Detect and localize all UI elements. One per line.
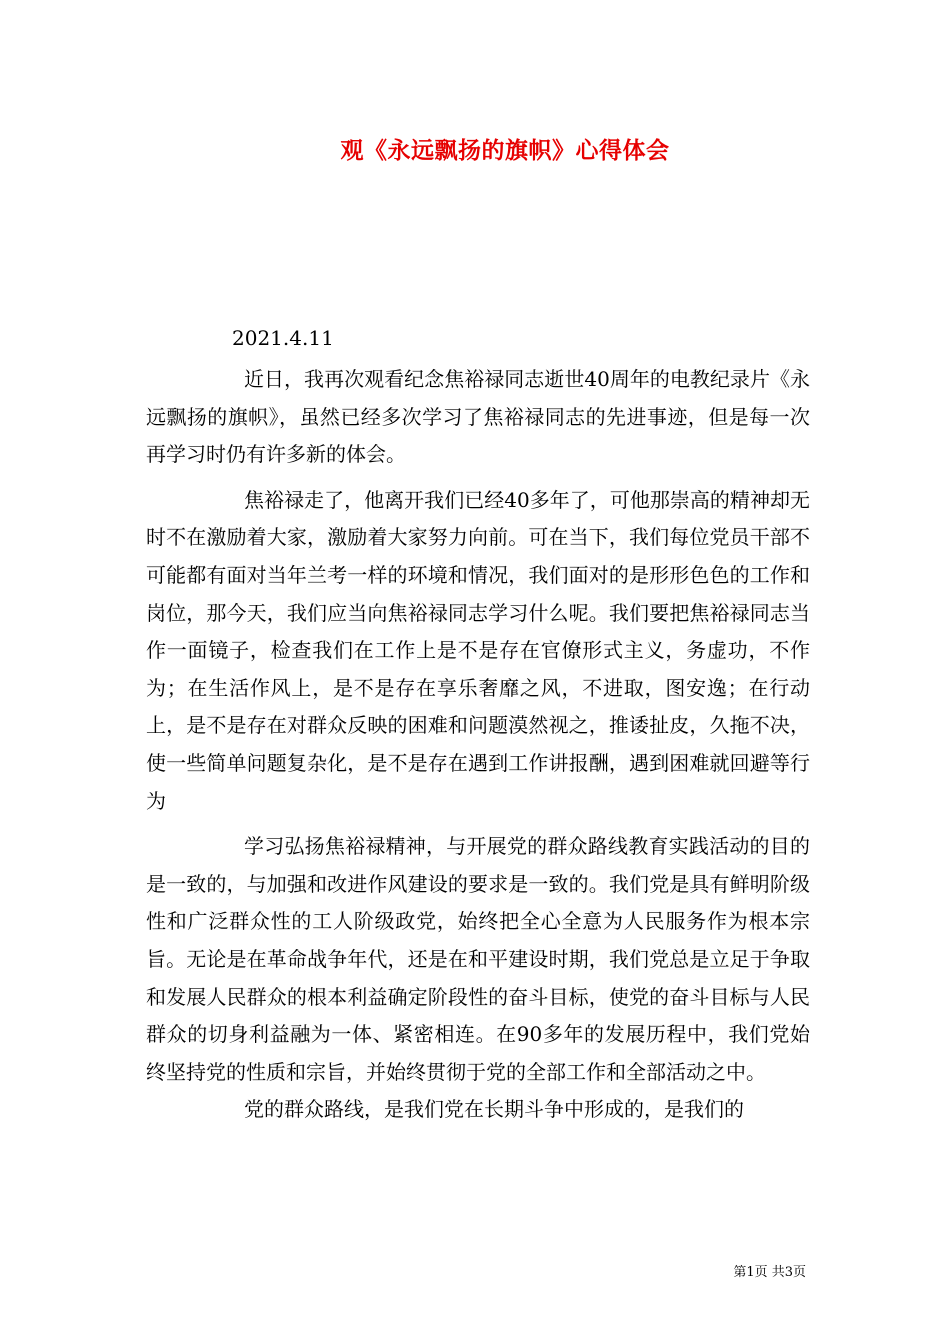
page-footer: 第1页 共3页 bbox=[733, 1265, 806, 1280]
paragraph-4: 党的群众路线，是我们党在长期斗争中形成的，是我们的 bbox=[244, 1097, 744, 1122]
paragraph-3: 学习弘扬焦裕禄精神，与开展党的群众路线教育实践活动的目的是一致的，与加强和改进作风建设的要求是一致的。我们党是具有鲜明阶级性和广泛群众性的工人阶级政党，始终把全心全意为人民服务作为根本宗旨。无论是在革命战争年代，还是在和平建设时期，我们党总是立足于争取和发展人民群众的根本利益确定阶段性的奋斗目标，使党的奋斗目标与人民群众的切身利益融为一体、紧密相连。在90多年的发展历程中，我们党始终坚持党的性质和宗旨，并始终贯彻于党的全部工作和全部活动之中。 bbox=[146, 834, 810, 1084]
document-title: 观《永远飘扬的旗帜》心得体会 bbox=[340, 137, 670, 164]
paragraph-1: 近日，我再次观看纪念焦裕禄同志逝世40周年的电教纪录片《永远飘扬的旗帜》，虽然已经多次学习了焦裕禄同志的先进事迹，但是每一次再学习时仍有许多新的体会。 bbox=[146, 367, 810, 467]
document-body bbox=[146, 361, 810, 1129]
paragraph-2: 焦裕禄走了，他离开我们已经40多年了，可他那崇高的精神却无时不在激励着大家，激励着大家努力向前。可在当下，我们每位党员干部不可能都有面对当年兰考一样的环境和情况，我们面对的是形形色色的工作和岗位，那今天，我们应当向焦裕禄同志学习什么呢。我们要把焦裕禄同志当作一面镜子，检查我们在工作上是不是存在官僚形式主义，务虚功，不作为；在生活作风上，是不是存在享乐奢靡之风，不进取，图安逸；在行动上，是不是存在对群众反映的困难和问题漠然视之，推诿扯皮，久拖不决，使一些简单问题复杂化，是不是存在遇到工作讲报酬，遇到困难就回避等行为 bbox=[146, 487, 810, 813]
document-date: 2021.4.11 bbox=[232, 326, 334, 350]
